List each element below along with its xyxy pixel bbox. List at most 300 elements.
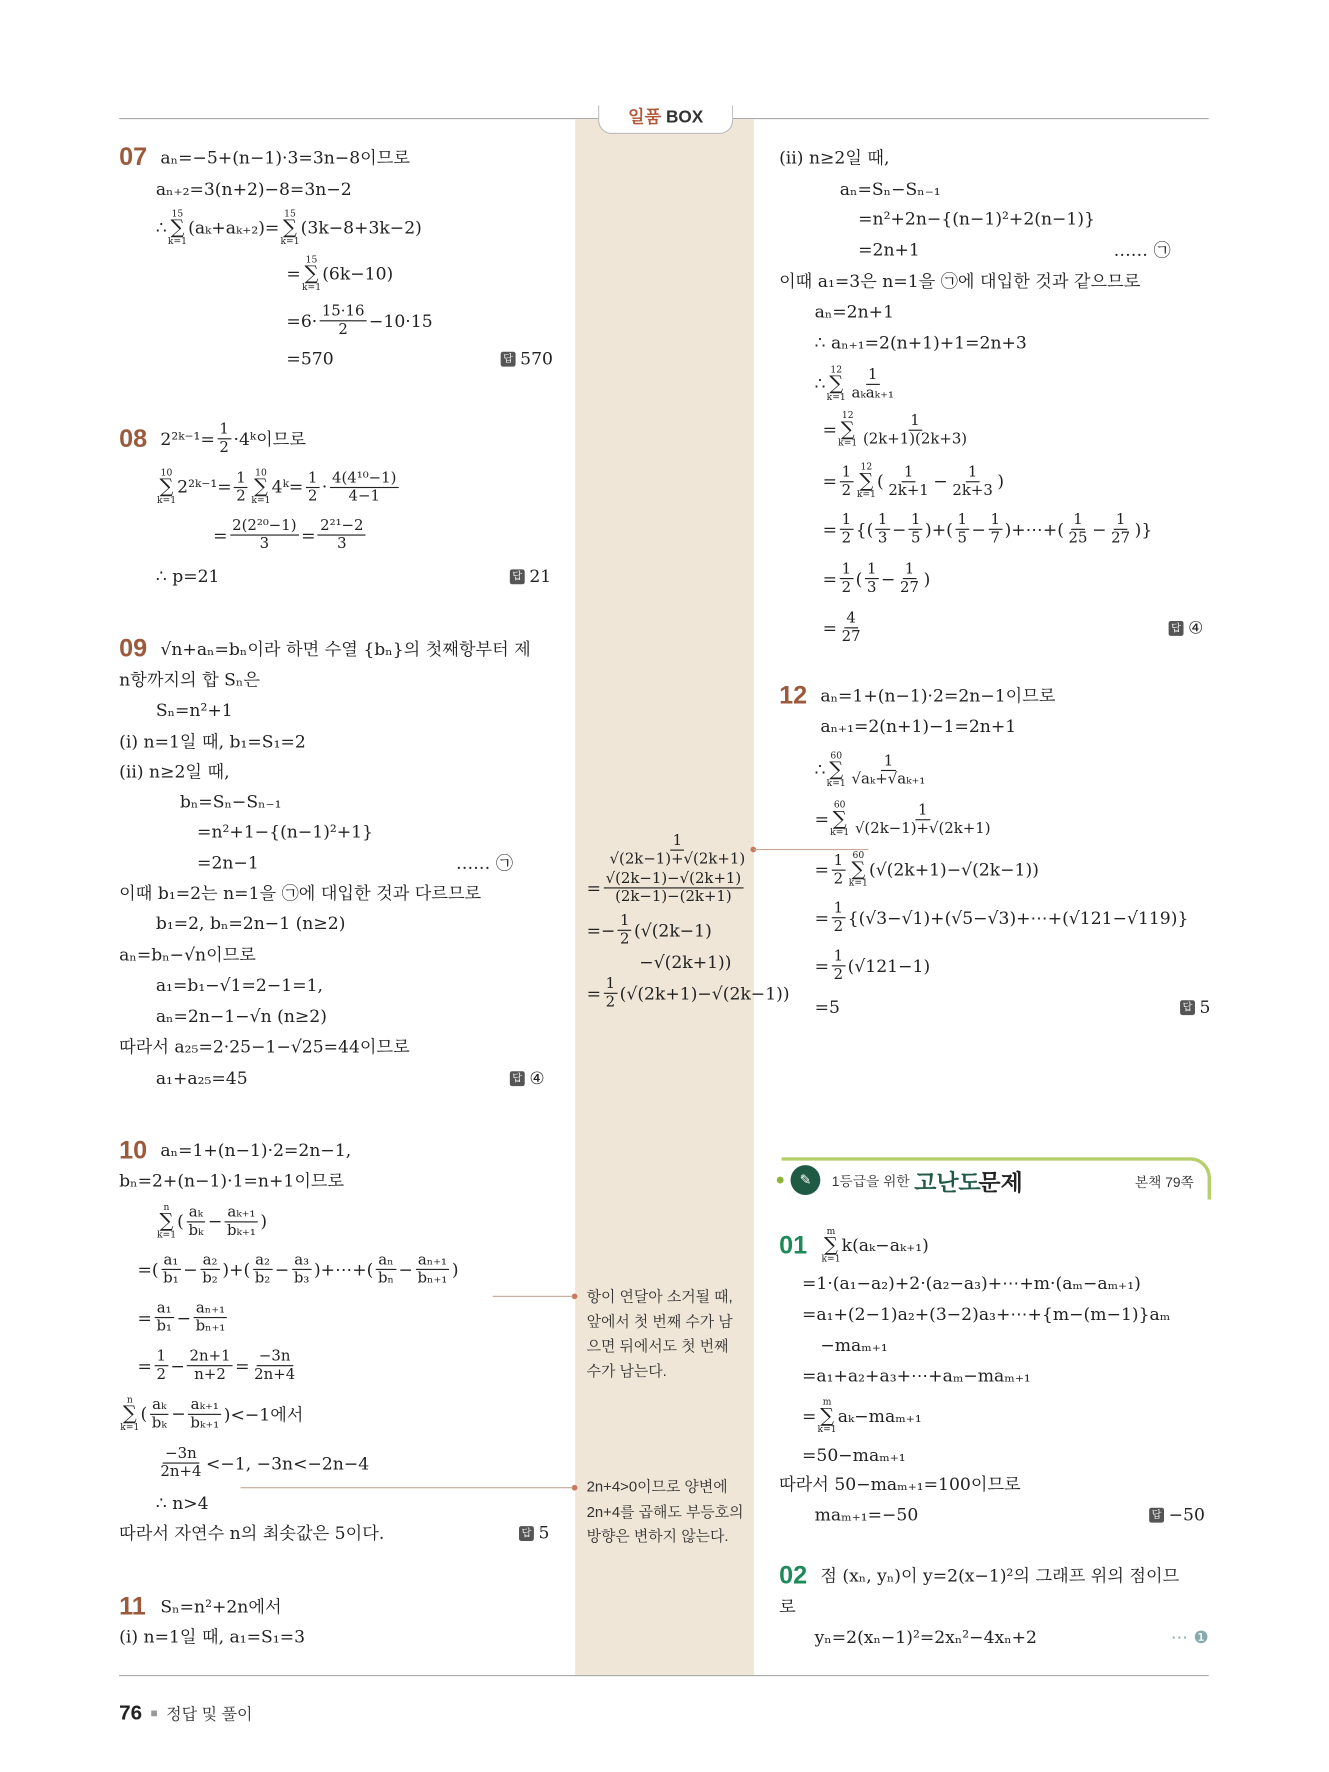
math-text: ∴	[155, 217, 167, 239]
solution-line	[156, 1006, 327, 1027]
math-text: =	[814, 907, 830, 929]
numerator: aₖ₊₁	[188, 1396, 221, 1414]
fraction	[839, 512, 853, 548]
sigma-icon: ∑	[170, 216, 185, 240]
fraction	[839, 561, 853, 597]
math-text: =a₁+a₂+a₃+⋯+aₘ−maₘ₊₁	[801, 1365, 1031, 1387]
solution-line	[587, 976, 790, 1012]
denominator: 2k+1	[888, 481, 929, 499]
numerator: 1	[1071, 512, 1085, 530]
fraction	[865, 561, 879, 597]
summation	[849, 851, 868, 888]
math-text: (ⅱ) n≥2일 때,	[779, 147, 890, 168]
sigma-icon: ∑	[820, 1404, 835, 1428]
denominator: n+2	[194, 1366, 226, 1384]
denominator: b₂	[202, 1270, 218, 1288]
summation	[251, 469, 270, 506]
problem-number: 12	[779, 680, 808, 710]
numerator: 1	[865, 561, 879, 579]
fraction	[831, 948, 845, 984]
numerator: a₃	[292, 1252, 311, 1270]
fraction	[230, 517, 299, 553]
fraction	[1109, 512, 1133, 548]
math-text: aₙ=bₙ−√n이므로	[119, 944, 256, 966]
solution-line	[605, 832, 750, 868]
math-text: )}	[1134, 519, 1153, 540]
numerator: 1	[966, 463, 980, 481]
numerator: 1	[909, 512, 923, 530]
math-text: =570	[286, 348, 334, 369]
math-text: 점 (xₙ, yₙ)이 y=2(x−1)²의 그래프 위의 점이므	[820, 1565, 1180, 1587]
solution-line	[197, 821, 373, 842]
answer-value: 21	[529, 565, 552, 587]
numerator: 1	[234, 469, 248, 487]
math-text: …… ㉠	[455, 852, 514, 874]
fraction	[955, 512, 969, 548]
math-text: aₙ=1+(n−1)·2=2n−1,	[160, 1139, 352, 1161]
solution-line	[156, 913, 346, 934]
numerator: aₙ₊₁	[416, 1252, 450, 1270]
sum-lower-limit: k=1	[848, 877, 868, 888]
fraction	[161, 1252, 181, 1288]
box-title-korean: 일품	[628, 107, 662, 128]
fraction	[200, 1252, 220, 1288]
math-text: =	[822, 419, 838, 440]
solution-line	[160, 1140, 351, 1161]
math-text: bₙ=2+(n−1)·1=n+1이므로	[119, 1170, 345, 1191]
problem-number: 07	[119, 142, 148, 171]
section-page-ref: 본책 79쪽	[1134, 1174, 1194, 1191]
box-note: 항이 연달아 소거될 때, 앞에서 첫 번째 수가 남으면 뒤에서도 첫 번째 수가 남는다.	[586, 1287, 733, 1379]
denominator: b₂	[254, 1270, 271, 1288]
fraction	[150, 1396, 170, 1432]
denominator: 2k+3	[952, 481, 993, 499]
numerator: 1	[670, 832, 684, 850]
solution-line	[156, 179, 352, 200]
answer-mark-icon: 답	[510, 1071, 525, 1086]
math-text: 이때 b₁=2는 n=1을 ㉠에 대입한 것과 다르므로	[119, 882, 482, 904]
answer-mark-icon: 답	[519, 1525, 534, 1540]
numerator: a₂	[253, 1252, 272, 1270]
denominator: 2n+4	[254, 1366, 296, 1384]
answer-value: −50	[1168, 1504, 1205, 1525]
sum-upper-limit: m	[826, 1225, 836, 1237]
summation	[157, 1203, 176, 1240]
answer	[1149, 1504, 1205, 1525]
fraction	[839, 610, 863, 646]
denominator: 3	[877, 529, 888, 548]
solution-line	[858, 239, 920, 260]
solution-line	[779, 145, 889, 169]
numerator: 1	[902, 561, 916, 579]
solution-line	[779, 1472, 1021, 1496]
denominator: b₁	[163, 1270, 179, 1288]
denominator: bₖ₊₁	[227, 1221, 256, 1240]
numerator: 1	[1114, 512, 1128, 530]
page-number: 76	[119, 1701, 143, 1725]
math-text: =n²+1−{(n−1)²+1}	[197, 821, 374, 843]
sum-lower-limit: k=1	[251, 494, 271, 506]
numerator: a₁	[155, 1300, 174, 1318]
sum-upper-limit: 15	[284, 208, 296, 219]
math-text: n항까지의 합 Sₙ은	[119, 669, 260, 691]
fraction	[252, 1348, 298, 1384]
solution-line	[156, 469, 401, 506]
math-text: =a₁+(2−1)a₂+(3−2)a₃+⋯+{m−(m−1)}aₘ	[801, 1303, 1171, 1325]
solution-line	[137, 1348, 299, 1384]
math-text: (	[877, 470, 884, 492]
numerator: 1	[831, 948, 845, 966]
math-text: =1·(a₁−a₂)+2·(a₂−a₃)+⋯+m·(aₘ−aₘ₊₁)	[801, 1272, 1141, 1294]
fraction	[415, 1252, 449, 1288]
sum-lower-limit: k=1	[826, 391, 846, 403]
footer	[119, 1701, 252, 1725]
solution-line	[1171, 1627, 1209, 1648]
math-text: {(	[855, 519, 874, 540]
sum-lower-limit: k=1	[156, 494, 177, 506]
denominator: √aₖ+√aₖ₊₁	[851, 770, 926, 788]
math-text: =	[137, 1355, 152, 1376]
math-text: aₙ=2n−1−√n (n≥2)	[155, 1005, 327, 1027]
numerator: 15·16	[320, 303, 367, 321]
solution-line	[286, 348, 333, 369]
solution-line	[815, 365, 899, 402]
fraction	[330, 469, 399, 505]
numerator: −3n	[163, 1445, 199, 1463]
sum-upper-limit: 12	[841, 410, 854, 421]
numerator: aₖ	[150, 1396, 169, 1414]
solution-line	[213, 517, 368, 553]
numerator: 1	[916, 801, 930, 819]
numerator: a₁	[161, 1252, 180, 1270]
denominator: 2n+4	[160, 1463, 202, 1481]
math-text: (6k−10)	[322, 263, 394, 285]
math-text: )+⋯+(	[313, 1259, 374, 1280]
math-text: (ⅰ) n=1일 때, b₁=S₁=2	[119, 731, 306, 753]
solution-line	[180, 792, 282, 813]
solution-line	[456, 851, 513, 875]
solution-line	[156, 1445, 369, 1481]
answer-value: 5	[1199, 996, 1211, 1018]
connector-line	[493, 1296, 573, 1297]
math-text: =−	[586, 919, 616, 941]
solution-line	[823, 411, 972, 448]
math-text: =	[586, 877, 602, 899]
answer-mark-icon: 답	[1169, 620, 1184, 635]
summation	[168, 210, 187, 247]
solution-line	[156, 210, 422, 247]
numerator: 1	[217, 421, 231, 439]
denominator: 2	[619, 930, 630, 949]
sum-lower-limit: k=1	[821, 1253, 841, 1264]
bottom-rule	[119, 1675, 1209, 1676]
math-text: Sₙ=n²+1	[155, 700, 233, 721]
math-text: )	[923, 568, 931, 589]
math-text: =	[814, 808, 830, 830]
math-text: =2n+1	[858, 239, 920, 261]
summation	[280, 210, 299, 247]
math-text: 따라서 자연수 n의 최솟값은 5이다.	[119, 1523, 385, 1544]
fraction	[831, 900, 845, 936]
solution-line	[119, 759, 229, 783]
math-text: aₙ=Sₙ−Sₙ₋₁	[839, 178, 941, 200]
sum-lower-limit: k=1	[830, 827, 850, 838]
denominator: bₖ₊₁	[190, 1414, 220, 1432]
numerator: 1	[831, 900, 845, 918]
fraction	[193, 1300, 227, 1336]
fraction	[861, 412, 970, 448]
fraction	[158, 1445, 204, 1481]
solution-line	[156, 975, 323, 996]
solution-line	[815, 1504, 919, 1525]
math-text: (	[140, 1403, 148, 1425]
fraction	[603, 976, 617, 1012]
math-text: ⋯ ❶	[1170, 1626, 1209, 1648]
fraction	[292, 1252, 312, 1288]
math-text: (ⅱ) n≥2일 때,	[119, 761, 230, 782]
fraction	[252, 1252, 272, 1288]
solution-line	[160, 636, 530, 660]
fraction	[876, 512, 890, 548]
sum-upper-limit: 12	[830, 364, 843, 375]
sum-lower-limit: k=1	[120, 1421, 140, 1433]
numerator: aₙ₊₁	[194, 1300, 228, 1318]
sigma-icon: ∑	[283, 216, 297, 240]
solution-line	[815, 301, 894, 322]
answer-mark-icon: 답	[510, 569, 525, 584]
numerator: 2²¹−2	[318, 517, 366, 535]
math-text: ∴ aₙ₊₁=2(n+1)+1=2n+3	[814, 332, 1027, 353]
math-text: =n²+2n−{(n−1)²+2(n−1)}	[858, 208, 1096, 230]
denominator: √(2k−1)+√(2k+1)	[854, 819, 991, 837]
numerator: aₖ	[186, 1204, 205, 1222]
math-text: ·4ᵏ이므로	[233, 429, 306, 450]
denominator: (2k+1)(2k+3)	[862, 430, 968, 448]
denominator: 2	[841, 481, 852, 499]
solution-line	[587, 913, 712, 949]
footer-title: 정답 및 풀이	[166, 1704, 253, 1723]
solution-line	[1114, 238, 1171, 262]
math-text: 2²ᵏ⁻¹=	[160, 428, 215, 450]
math-text: =(	[137, 1259, 159, 1280]
math-text: 따라서 50−maₘ₊₁=100이므로	[779, 1473, 1021, 1495]
denominator: bₙ₊₁	[195, 1318, 226, 1336]
denominator: 3	[866, 579, 877, 597]
math-text: =	[814, 859, 830, 880]
math-text: 따라서 a₂₅=2·25−1−√25=44이므로	[119, 1036, 410, 1057]
math-text: 이때 a₁=3은 n=1을 ㉠에 대입한 것과 같으므로	[779, 270, 1141, 292]
numerator: 1	[881, 752, 895, 770]
math-text: −	[933, 470, 948, 492]
solution-line	[840, 179, 941, 200]
solution-line	[156, 1068, 248, 1089]
solution-line	[815, 948, 931, 984]
problem-number: 10	[119, 1135, 148, 1165]
math-text: −	[971, 519, 986, 540]
summation	[157, 469, 176, 506]
math-text: 2²ᵏ⁻¹=	[177, 476, 232, 498]
solution-line	[119, 1395, 303, 1432]
denominator: 25	[1068, 529, 1088, 548]
numerator: 1	[839, 561, 853, 579]
summation	[821, 1227, 840, 1264]
numerator: −3n	[257, 1348, 293, 1366]
denominator: 2	[833, 918, 844, 936]
problem-number: 08	[119, 423, 148, 453]
math-text: =	[822, 617, 838, 639]
solution-line	[858, 209, 1095, 230]
math-text: aₙ₊₁=2(n+1)−1=2n+1	[820, 716, 1017, 737]
sum-upper-limit: 60	[830, 750, 843, 761]
answer	[1169, 618, 1204, 639]
solution-line	[639, 952, 731, 973]
solution-line	[820, 1227, 929, 1264]
problem-number: 01	[779, 1230, 808, 1260]
denominator: bₖ	[188, 1221, 204, 1240]
math-text: =	[235, 1355, 250, 1376]
fraction	[607, 832, 747, 868]
sum-lower-limit: k=1	[856, 489, 876, 500]
summation	[302, 255, 321, 292]
denominator: √(2k−1)+√(2k+1)	[609, 850, 746, 868]
math-text: …… ㉠	[1113, 240, 1171, 261]
math-text: )	[997, 470, 1005, 492]
solution-line	[160, 145, 410, 169]
numerator: 4	[844, 610, 858, 628]
solution-line	[815, 332, 1027, 353]
math-text: =	[213, 524, 228, 546]
math-text: −	[176, 1307, 191, 1328]
denominator: 2	[307, 487, 318, 505]
fraction	[886, 463, 931, 499]
solution-line	[160, 421, 306, 457]
problem-number: 02	[779, 1560, 808, 1590]
solution-line	[119, 1034, 410, 1058]
summation	[818, 1398, 837, 1435]
solution-line	[156, 566, 220, 587]
sigma-icon: ∑	[159, 1209, 174, 1233]
answer	[510, 566, 551, 587]
denominator: 7	[990, 529, 1000, 548]
summation	[827, 365, 846, 402]
solution-line	[815, 997, 840, 1018]
fraction	[950, 463, 995, 499]
denominator: bₙ	[377, 1270, 394, 1288]
problem-number: 11	[119, 1591, 146, 1621]
numerator: aₖ₊₁	[225, 1204, 258, 1222]
problem-number: 09	[119, 633, 148, 663]
numerator: 2n+1	[187, 1348, 233, 1366]
math-text: aₖ−maₘ₊₁	[837, 1405, 922, 1427]
sum-lower-limit: k=1	[167, 236, 187, 247]
solution-line	[119, 1168, 344, 1192]
math-text: −	[183, 1259, 198, 1280]
math-text: ∴	[814, 759, 826, 781]
solution-line	[160, 1594, 281, 1618]
math-text: )<−1에서	[223, 1404, 304, 1425]
sum-lower-limit: k=1	[838, 437, 858, 448]
fraction	[186, 1204, 206, 1240]
denominator: 5	[910, 529, 921, 548]
fraction	[1066, 512, 1090, 548]
denominator: b₃	[293, 1270, 310, 1288]
solution-line	[779, 1594, 796, 1618]
denominator: (2k−1)−(2k+1)	[615, 888, 732, 906]
numerator: 4(4¹⁰−1)	[330, 469, 399, 487]
math-text: =2n−1	[197, 852, 259, 874]
box-note: 2n+4>0이므로 양변에 2n+4를 곱해도 부등호의 방향은 변하지 않는다.	[586, 1477, 744, 1545]
solution-line	[820, 1563, 1179, 1587]
math-text: (√121−1)	[847, 955, 931, 977]
math-text: =6·	[286, 310, 318, 332]
math-text: −	[274, 1259, 290, 1280]
solution-line	[156, 1203, 267, 1240]
section-title: 문제	[978, 1170, 1023, 1197]
denominator: 2	[338, 321, 348, 339]
solution-line	[119, 942, 256, 966]
summation	[827, 752, 846, 789]
solution-line	[823, 561, 931, 597]
answer-mark-icon: 답	[1149, 1507, 1164, 1522]
denominator: 2	[236, 487, 246, 505]
numerator: aₙ	[376, 1252, 396, 1270]
fraction	[831, 852, 845, 888]
fraction	[909, 512, 923, 548]
math-text: =	[801, 1405, 817, 1427]
denominator: 27	[841, 628, 861, 646]
solution-line	[820, 1335, 887, 1356]
fraction	[154, 1300, 174, 1336]
answer-value: 570	[520, 348, 553, 369]
sigma-icon: ∑	[832, 807, 847, 831]
solution-line	[815, 851, 1039, 888]
math-text: =	[586, 983, 602, 1004]
denominator: 3	[337, 535, 347, 553]
math-text: −	[1092, 519, 1107, 540]
bullet-dot-icon	[777, 1177, 784, 1184]
solution-line	[802, 1366, 1031, 1387]
math-text: bₙ=Sₙ−Sₙ₋₁	[179, 791, 282, 813]
math-text: b₁=2, bₙ=2n−1 (n≥2)	[155, 913, 346, 934]
math-text: )	[260, 1211, 268, 1232]
math-text: {(√3−√1)+(√5−√3)+⋯+(√121−√119)}	[847, 907, 1189, 929]
sum-upper-limit: 10	[255, 467, 267, 478]
solution-line	[119, 1521, 384, 1545]
solution-line	[137, 1252, 458, 1288]
math-text: √n+aₙ=bₙ이라 하면 수열 {bₙ}의 첫째항부터 제	[160, 638, 531, 660]
denominator: aₖaₖ₊₁	[851, 384, 894, 402]
math-text: −	[171, 1403, 186, 1425]
math-text: ∴ n>4	[155, 1492, 209, 1514]
numerator: 1	[618, 913, 632, 931]
denominator: 2	[605, 993, 616, 1012]
sum-upper-limit: 15	[171, 208, 184, 219]
sum-upper-limit: n	[126, 1394, 133, 1405]
summation	[857, 463, 876, 500]
numerator: 1	[839, 463, 853, 481]
denominator: 2	[156, 1366, 166, 1384]
fraction	[318, 517, 366, 553]
math-text: a₁=b₁−√1=2−1=1,	[155, 974, 323, 996]
fraction	[225, 1204, 258, 1240]
advanced-problems-header	[781, 1157, 1211, 1199]
sum-upper-limit: 12	[860, 461, 873, 473]
denominator: 2	[833, 966, 844, 984]
fraction	[376, 1252, 397, 1288]
solution-line	[286, 255, 393, 292]
math-text: )+(	[222, 1259, 251, 1280]
sum-lower-limit: k=1	[817, 1424, 837, 1435]
